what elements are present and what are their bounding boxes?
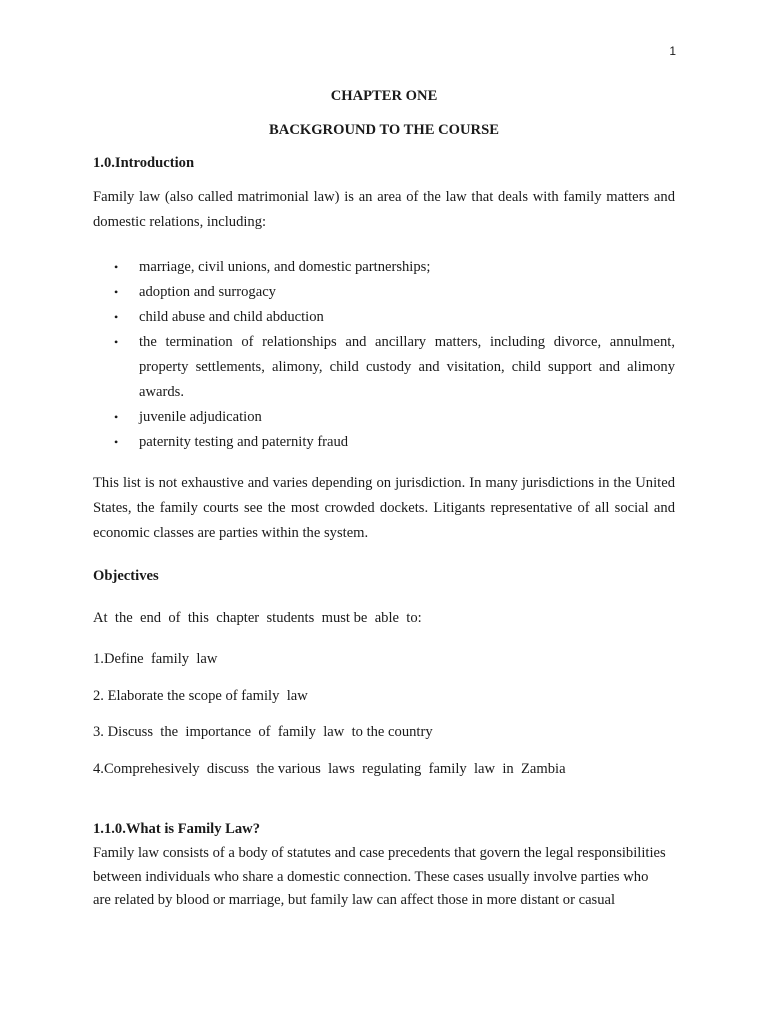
bullet-icon: • (114, 435, 119, 449)
bullet-icon: • (114, 310, 119, 324)
page-number: 1 (669, 44, 676, 58)
bullet-icon: • (114, 410, 119, 424)
paragraph-line: between individuals who share a domestic connection. These cases usually involve parties who (93, 868, 649, 885)
what-is-family-law-heading: 1.1.0.What is Family Law? (93, 821, 261, 837)
what-is-family-law-paragraph (93, 842, 675, 913)
list-item: • paternity testing and paternity fraud (114, 430, 675, 455)
bullet-icon: • (114, 335, 119, 349)
list-item: • the termination of relationships and ancillary matters, including divorce, annulment, property settlements, alimony, child custody and visitation, child support and alimony awards. (114, 330, 675, 405)
list-item: • juvenile adjudication (114, 405, 675, 430)
introduction-paragraph: Family law (also called matrimonial law) is an area of the law that deals with family matters and domestic relations, including: (93, 189, 675, 230)
list-item: • marriage, civil unions, and domestic partnerships; (114, 255, 675, 280)
objectives-heading: Objectives (93, 568, 159, 584)
objective-item: 3. Discuss the importance of family law to the country (93, 724, 433, 740)
paragraph-line: are related by blood or marriage, but family law can affect those in more distant or casual (93, 892, 616, 908)
list-item: • child abuse and child abduction (114, 305, 675, 330)
chapter-subtitle: BACKGROUND TO THE COURSE (269, 122, 499, 138)
paragraph-line: Family law consists of a body of statutes and case precedents that govern the legal responsibilities (93, 845, 666, 861)
list-item: • adoption and surrogacy (114, 280, 675, 305)
chapter-title: CHAPTER ONE (330, 88, 438, 104)
bullet-icon: • (114, 285, 119, 299)
bullet-icon: • (114, 260, 119, 274)
scope-bullet-list (114, 255, 675, 455)
objective-item: 4.Comprehesively discuss the various laws regulating family law in Zambia (93, 761, 566, 777)
objective-item: 2. Elaborate the scope of family law (93, 688, 308, 704)
introduction-heading: 1.0.Introduction (93, 155, 195, 171)
closing-paragraph: This list is not exhaustive and varies depending on jurisdiction. In many jurisdictions in the United States, the family courts see the most crowded dockets. Litigants representative of all social and economic classes are parties within the system. (93, 475, 675, 541)
objectives-intro: At the end of this chapter students must be able to: (93, 610, 422, 626)
objective-item: 1.Define family law (93, 651, 218, 667)
